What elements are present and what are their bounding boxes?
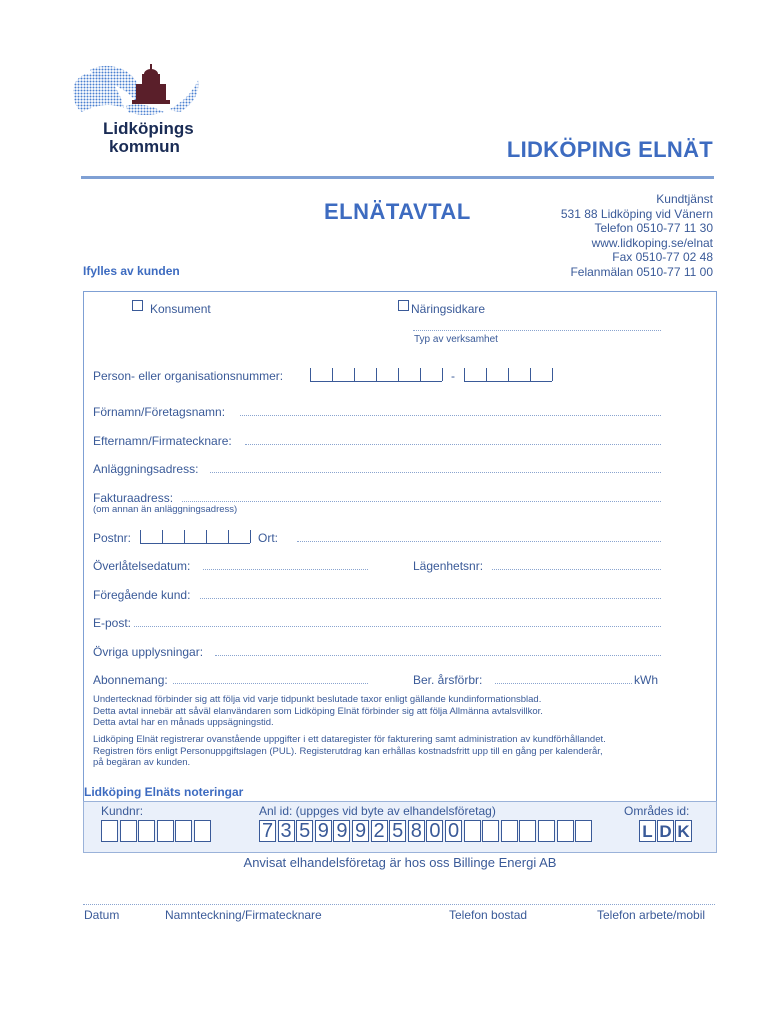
efternamn-label: Efternamn/Firmatecknare: [93,434,232,448]
personnummer-date-field[interactable] [310,381,442,382]
postnr-label: Postnr: [93,531,132,545]
anl-id-digit[interactable] [557,820,574,842]
anl-id-digit[interactable] [575,820,592,842]
anl-id-digit[interactable]: 7 [259,820,276,842]
anl-id-digit[interactable]: 3 [278,820,295,842]
contact-phone: Telefon 0510-77 11 30 [594,221,713,235]
personnummer-dash: - [451,369,455,383]
pul-line: Registren förs enligt Personuppgiftslagen (PUL). Registerutdrag kan erhållas kostnadsfritt upp till en gång per kalenderår, [93,745,603,757]
contact-block [453,192,713,279]
notes-title: Lidköping Elnäts noteringar [84,785,244,799]
ort-field[interactable] [297,541,661,542]
municipality-logo [68,62,218,162]
document-title: ELNÄTAVTAL [324,199,471,224]
contact-website[interactable]: www.lidkoping.se/elnat [591,235,713,250]
terms-line: Detta avtal har en månads uppsägningstid. [93,717,274,728]
naringsidkare-checkbox[interactable] [398,300,409,311]
kundnr-boxes[interactable] [101,820,213,842]
postnr-field[interactable] [140,543,250,544]
contact-line: Kundtjänst [656,192,713,206]
pul-text [93,734,606,769]
naringsidkare-label: Näringsidkare [411,302,486,316]
fakturaadress-field[interactable] [182,501,661,502]
omrades-id-char[interactable]: L [639,820,656,842]
personnummer-suffix-field[interactable] [464,381,552,382]
anlaggningsadress-label: Anläggningsadress: [93,462,199,476]
anl-id-digit[interactable]: 0 [426,820,443,842]
company-title: LIDKÖPING ELNÄT [506,137,713,162]
anl-id-boxes[interactable] [259,820,593,842]
efternamn-field[interactable] [245,444,661,445]
anl-id-digit[interactable] [519,820,536,842]
anl-id-digit[interactable]: 5 [389,820,406,842]
anl-id-digit[interactable] [538,820,555,842]
arsforbr-label: Ber. årsförbr: [413,673,483,687]
omrades-id-label: Områdes id: [624,804,690,818]
ovriga-field[interactable] [215,655,661,656]
konsument-label: Konsument [150,302,211,316]
anl-id-digit[interactable] [482,820,499,842]
logo-line2: kommun [109,137,180,156]
verksamhet-label: Typ av verksamhet [414,334,498,345]
fakturaadress-note: (om annan än anläggningsadress) [93,504,238,515]
terms-line: Detta avtal innebär att såväl elanvändaren som Lidköping Elnät förbinder sig att följa Allmänna avtalsvillkor. [93,705,543,717]
anl-id-digit[interactable]: 9 [333,820,350,842]
overlatelsedatum-field[interactable] [203,569,368,570]
anlaggningsadress-field[interactable] [210,472,661,473]
datum-label: Datum [84,908,120,922]
terms-line: Undertecknad förbinder sig att följa vid varje tidpunkt beslutade taxor enligt gällande kundinformationsblad. [93,694,542,705]
logo-line1: Lidköpings [103,119,194,138]
anl-id-label: Anl id: (uppges vid byte av elhandelsföretag) [259,804,496,818]
pul-line: Lidköping Elnät registrerar ovanstående uppgifter i ett dataregister för fakturering samt administration av kundförhållandet. [93,734,606,745]
contact-fault-report: Felanmälan 0510-77 11 00 [570,264,713,279]
anl-id-digit[interactable] [501,820,518,842]
fakturaadress-label: Fakturaadress: [93,491,174,505]
omrades-id-char[interactable]: D [657,820,674,842]
contact-address: 531 88 Lidköping vid Vänern [560,206,713,221]
foregaende-kund-label: Föregående kund: [93,588,191,602]
fornamn-field[interactable] [240,415,661,416]
ovriga-label: Övriga upplysningar: [93,645,204,659]
signature-line[interactable] [83,904,715,905]
overlatelsedatum-label: Överlåtelsedatum: [93,559,191,573]
personnummer-label: Person- eller organisationsnummer: [93,369,284,383]
foregaende-kund-field[interactable] [200,598,661,599]
pul-line: på begäran av kunden. [93,757,191,768]
konsument-checkbox[interactable] [132,300,143,311]
anvisat-text: Anvisat elhandelsföretag är hos oss Billinge Energi AB [243,855,557,870]
epost-field[interactable] [134,626,661,627]
verksamhet-field[interactable] [413,330,661,331]
anl-id-digit[interactable]: 8 [408,820,425,842]
anl-id-digit[interactable]: 9 [315,820,332,842]
anl-id-digit[interactable] [464,820,481,842]
anl-id-digit[interactable]: 0 [445,820,462,842]
lagenhetsnr-label: Lägenhetsnr: [413,559,484,573]
abonnemang-label: Abonnemang: [93,673,168,687]
telefon-arbete-label: Telefon arbete/mobil [597,908,706,922]
terms-text [93,694,543,729]
kundnr-label: Kundnr: [101,804,144,818]
namnteckning-label: Namnteckning/Firmatecknare [165,908,322,922]
anl-id-digit[interactable]: 9 [352,820,369,842]
epost-label: E-post: [93,616,132,630]
telefon-bostad-label: Telefon bostad [449,908,528,922]
omrades-id-boxes[interactable] [639,820,692,842]
contact-fax: Fax 0510-77 02 48 [612,250,713,264]
ort-label: Ort: [258,531,278,545]
lagenhetsnr-field[interactable] [492,569,661,570]
anl-id-digit[interactable]: 5 [296,820,313,842]
kwh-unit: kWh [634,673,658,687]
omrades-id-char[interactable]: K [675,820,692,842]
section-customer-label: Ifylles av kunden [83,264,180,278]
arsforbr-field[interactable] [495,683,632,684]
abonnemang-field[interactable] [173,683,368,684]
anl-id-digit[interactable]: 2 [371,820,388,842]
header-rule [81,176,714,179]
fornamn-label: Förnamn/Företagsnamn: [93,405,226,419]
